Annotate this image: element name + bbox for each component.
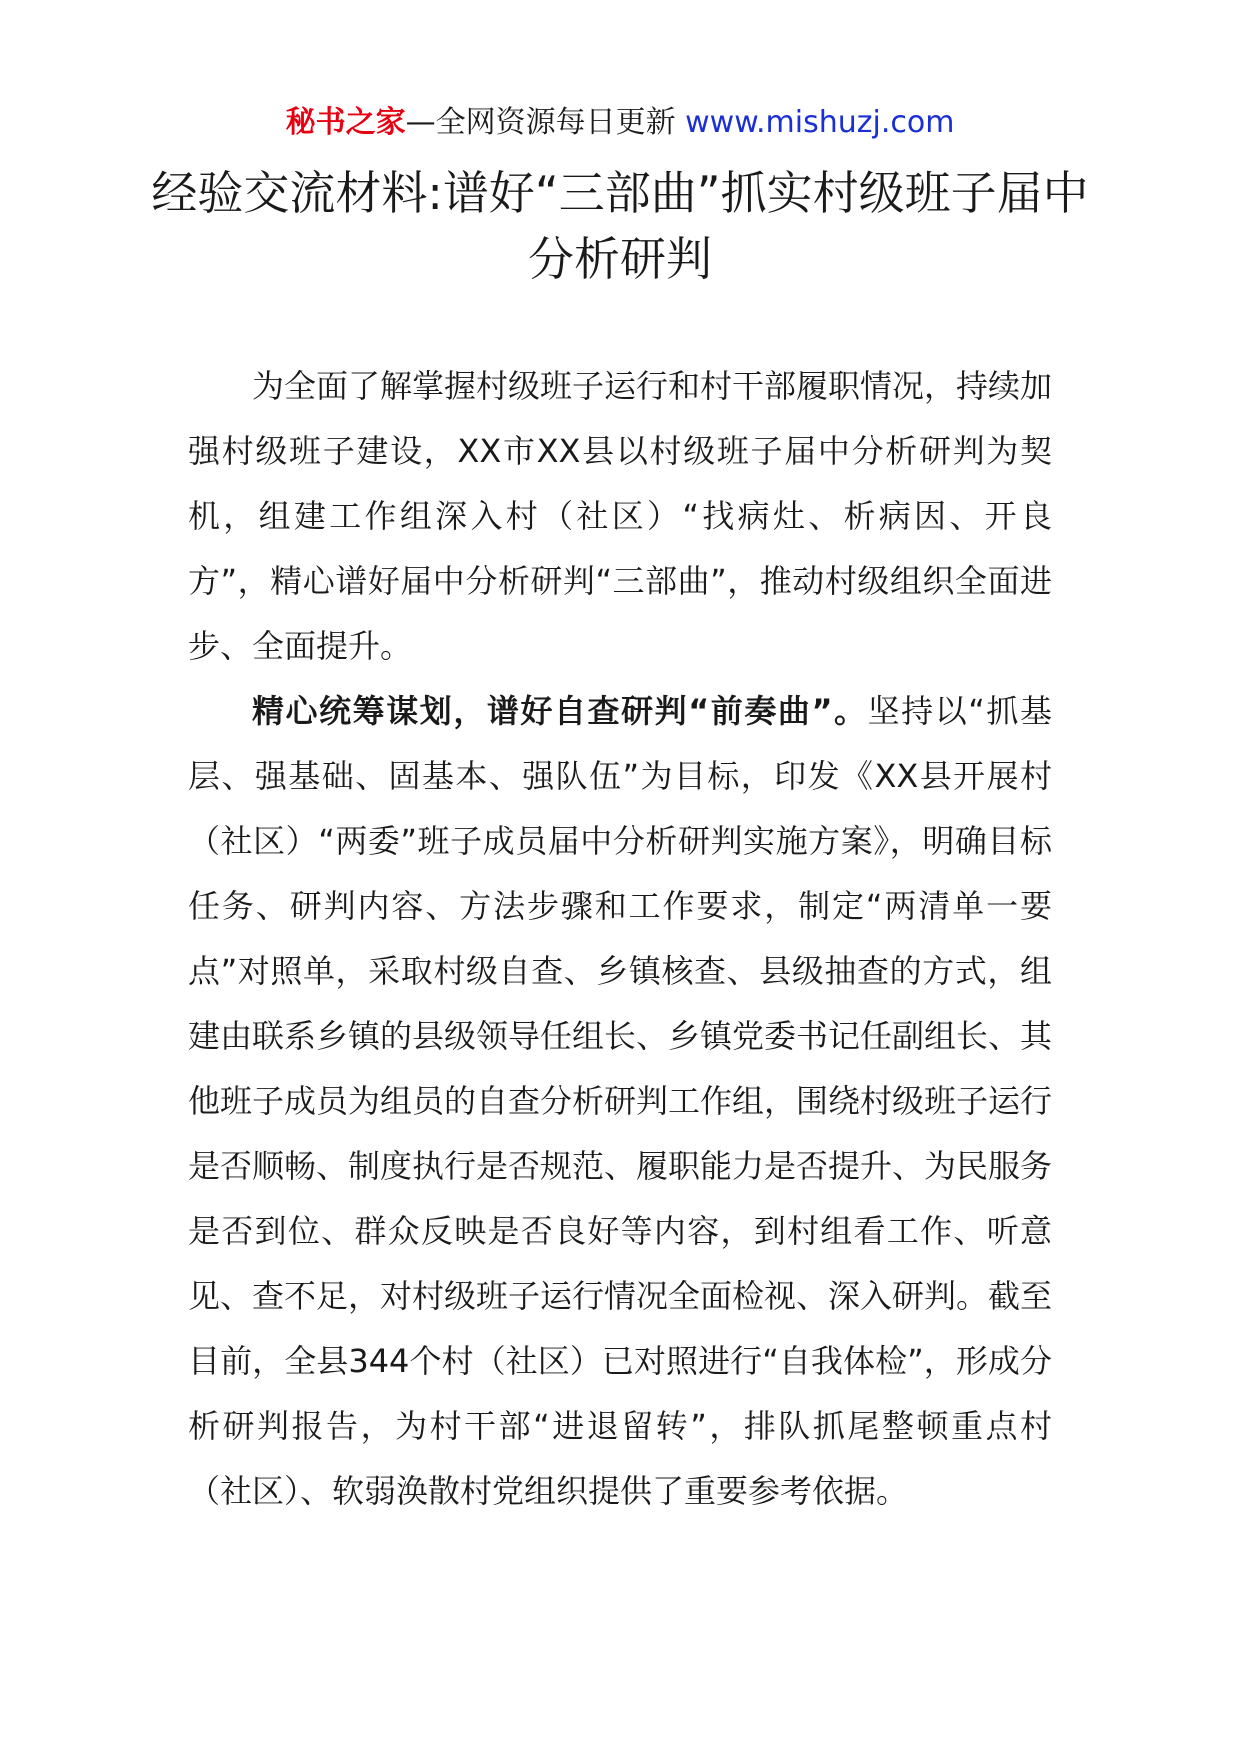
paragraph-lead: 精心统筹谋划，谱好自查研判“前奏曲”。 [252,692,868,730]
intro-paragraph [188,354,1052,679]
document-title: 经验交流材料:谱好“三部曲”抓实村级班子届中分析研判 [151,166,1089,286]
site-url-link[interactable]: www.mishuzj.com [685,105,955,140]
section-paragraph [188,679,1052,1524]
site-tagline: —全网资源每日更新 [405,105,686,140]
paragraph-text: 为全面了解掌握村级班子运行和村干部履职情况，持续加强村级班子建设，XX市XX县以村级班子届中分析研判为契机，组建工作组深入村（社区）“找病灶、析病因、开良方”，精心谱好届中分析研判“三部曲”，推动村级组织全面进步、全面提升。 [188,367,1053,665]
site-header [0,101,1240,145]
paragraph-text: 坚持以“抓基层、强基础、固基本、强队伍”为目标，印发《XX县开展村（社区）“两委”班子成员届中分析研判实施方案》，明确目标任务、研判内容、方法步骤和工作要求，制定“两清单一要点”对照单，采取村级自查、乡镇核查、县级抽查的方式，组建由联系乡镇的县级领导任组长、乡镇党委书记任副组长、其他班子成员为组员的自查分析研判工作组，围绕村级班子运行是否顺畅、制度执行是否规范、履职能力是否提升、为民服务是否到位、群众反映是否良好等内容，到村组看工作、听意见、查不足，对村级班子运行情况全面检视、深入研判。截至目前，全县344个村（社区）已对照进行“自我体检”，形成分析研判报告，为村干部“进退留转”，排队抓尾整顿重点村（社区）、软弱涣散村党组织提供了重要参考依据。 [188,692,1053,1510]
document-body [188,354,1052,1524]
site-brand: 秘书之家 [285,105,406,140]
